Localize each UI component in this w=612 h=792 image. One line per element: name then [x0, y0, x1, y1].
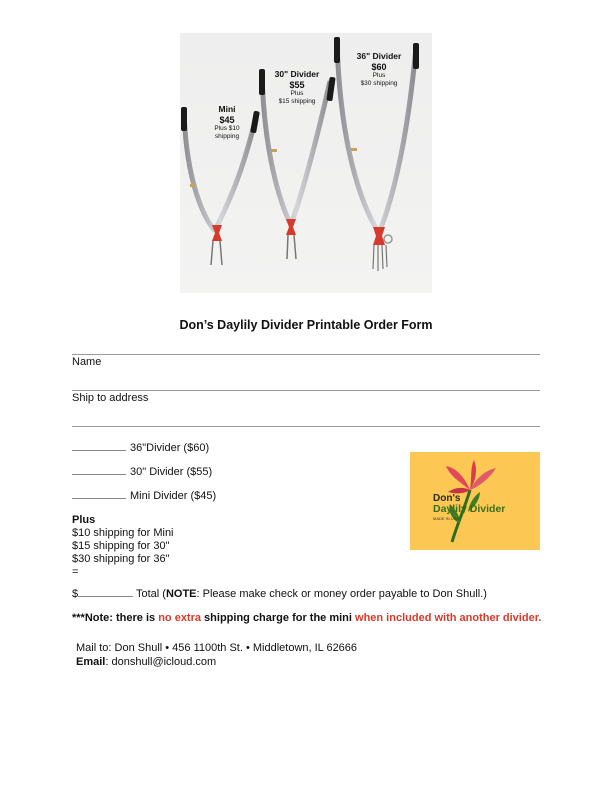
address-line[interactable] — [72, 390, 540, 391]
mailing-info — [76, 641, 357, 669]
address-label: Ship to address — [72, 392, 149, 404]
shipping-line: $10 shipping for Mini — [72, 527, 174, 539]
logo-line-3: MADE IN USA — [433, 516, 460, 521]
logo-line-2: Daylily Divider — [433, 503, 506, 515]
page-title: Don’s Daylily Divider Printable Order Form — [179, 318, 433, 332]
item-mini-divider: Mini Divider ($45) — [72, 488, 216, 502]
item-30-divider: 30" Divider ($55) — [72, 464, 212, 478]
36-divider-price-label: 36" Divider $60 Plus $30 shipping — [356, 51, 402, 87]
total-blank[interactable] — [78, 586, 133, 597]
product-photo — [180, 33, 432, 293]
address-line-2[interactable] — [72, 426, 540, 427]
quantity-blank-mini[interactable] — [72, 488, 126, 499]
brand-logo — [410, 452, 540, 550]
shipping-note: ***Note: there is no extra shipping charge for the mini when included with another divider. — [72, 612, 542, 624]
shipping-line: $30 shipping for 36" — [72, 553, 170, 565]
equals-sign: = — [72, 566, 79, 578]
name-line[interactable] — [72, 354, 540, 355]
quantity-blank-30[interactable] — [72, 464, 126, 475]
30-divider-price-label: 30" Divider $55 Plus $15 shipping — [274, 69, 320, 105]
shipping-line: $15 shipping for 30" — [72, 540, 170, 552]
quantity-blank-36[interactable] — [72, 440, 126, 451]
logo-line-1: Don's — [433, 493, 461, 504]
shipping-section — [72, 514, 174, 579]
name-label: Name — [72, 356, 102, 368]
total-line: $ Total (NOTE: Please make check or money order payable to Don Shull.) — [72, 588, 487, 600]
mail-address: Mail to: Don Shull • 456 1100th St. • Middletown, IL 62666 — [76, 642, 358, 654]
item-36-divider: 36"Divider ($60) — [72, 440, 209, 454]
email-address[interactable]: : donshull@icloud.com — [105, 656, 217, 668]
mini-price-label: Mini $45 Plus $10 shipping — [214, 104, 240, 140]
plus-heading: Plus — [72, 514, 96, 526]
daylily-flower-icon — [410, 452, 540, 550]
email-line: Email: donshull@icloud.com — [76, 656, 217, 668]
